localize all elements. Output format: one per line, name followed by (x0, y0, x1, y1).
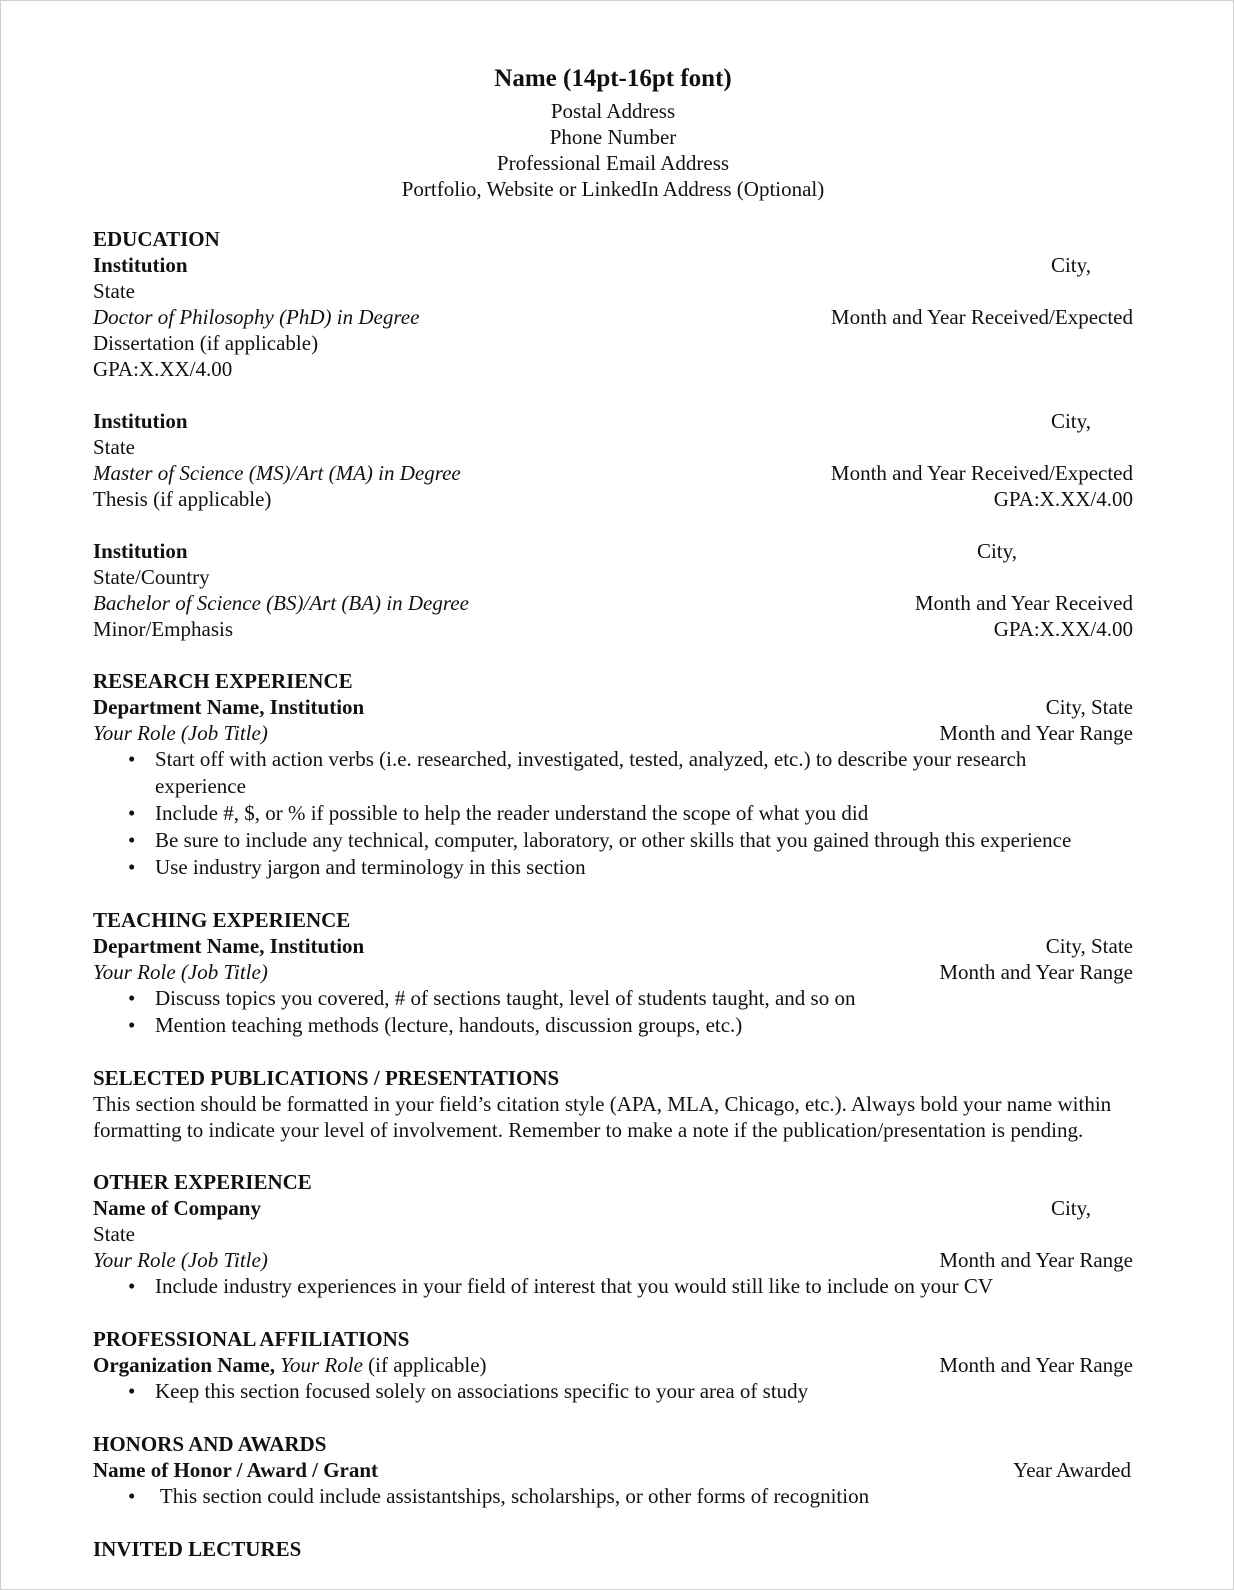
list-item: • Start off with action verbs (i.e. researched, investigated, tested, analyzed, etc.) to describe your research experience (155, 746, 1133, 800)
state: State (93, 435, 135, 459)
cv-document (93, 62, 1133, 1562)
section-title: TEACHING EXPERIENCE (93, 908, 351, 932)
bullet-list (93, 985, 1133, 1039)
role: Your Role (Job Title) (93, 721, 268, 745)
date-received: Month and Year Received/Expected (830, 305, 1133, 329)
gpa: GPA:X.XX/4.00 (93, 357, 233, 381)
bullet-list (93, 1378, 1133, 1405)
publications-text: This section should be formatted in your field’s citation style (APA, MLA, Chicago, etc.). Always bold your name within formatting to indicate your level of involvement. Remember to make a note if the publication/presentation is pending. (93, 1092, 1112, 1142)
list-item: • Discuss topics you covered, # of sections taught, level of students taught, and so on (155, 985, 1133, 1012)
research-section (93, 668, 1133, 881)
location: City, State (1045, 695, 1133, 719)
date-range: Month and Year Range (939, 960, 1133, 984)
city: City, (1050, 1196, 1091, 1220)
applicability-note: (if applicable) (368, 1353, 487, 1377)
list-item: • Include industry experiences in your field of interest that you would still like to include on your CV (155, 1273, 1133, 1300)
institution: Institution (93, 539, 188, 563)
date-received: Month and Year Received (914, 591, 1133, 615)
role: Your Role (280, 1353, 363, 1377)
role: Your Role (Job Title) (93, 1248, 268, 1272)
thesis: Thesis (if applicable) (93, 487, 272, 511)
degree: Master of Science (MS)/Art (MA) in Degree (93, 461, 461, 485)
email-address: Professional Email Address (496, 151, 730, 175)
honors-section (93, 1431, 1133, 1510)
affiliations-section (93, 1326, 1133, 1405)
state: State (93, 1222, 135, 1246)
bullet-list (93, 746, 1133, 881)
list-item: • Use industry jargon and terminology in this section (155, 854, 1133, 881)
year-awarded: Year Awarded (1013, 1458, 1131, 1482)
section-title: INVITED LECTURES (93, 1537, 302, 1561)
organization: Department Name, Institution (93, 934, 365, 958)
postal-address: Postal Address (550, 99, 676, 123)
gpa: GPA:X.XX/4.00 (993, 617, 1133, 641)
teaching-section (93, 907, 1133, 1039)
organization: Department Name, Institution (93, 695, 365, 719)
candidate-name: Name (14pt-16pt font) (494, 65, 732, 92)
education-section (93, 226, 1133, 642)
section-title: PROFESSIONAL AFFILIATIONS (93, 1327, 410, 1351)
list-item: • Be sure to include any technical, computer, laboratory, or other skills that you gained through this experience (155, 827, 1133, 854)
date-range: Month and Year Range (939, 1353, 1133, 1377)
list-item: • This section could include assistantships, scholarships, or other forms of recognition (155, 1483, 1133, 1510)
section-title: OTHER EXPERIENCE (93, 1170, 312, 1194)
state: State (93, 279, 135, 303)
publications-section (93, 1065, 1133, 1143)
institution: Institution (93, 409, 188, 433)
date-range: Month and Year Range (939, 1248, 1133, 1272)
education-entry (93, 538, 1133, 642)
city: City, (976, 539, 1017, 563)
section-title: HONORS AND AWARDS (93, 1432, 327, 1456)
honor-name: Name of Honor / Award / Grant (93, 1458, 379, 1482)
degree: Doctor of Philosophy (PhD) in Degree (93, 305, 420, 329)
bullet-list (93, 1273, 1133, 1300)
dissertation: Dissertation (if applicable) (93, 331, 319, 355)
state-country: State/Country (93, 565, 210, 589)
location: City, State (1045, 934, 1133, 958)
education-entry (93, 408, 1133, 512)
section-title: EDUCATION (93, 227, 220, 251)
city: City, (1050, 253, 1091, 277)
city: City, (1050, 409, 1091, 433)
education-entry (93, 252, 1133, 382)
date-range: Month and Year Range (939, 721, 1133, 745)
institution: Institution (93, 253, 188, 277)
section-title: RESEARCH EXPERIENCE (93, 669, 353, 693)
gpa: GPA:X.XX/4.00 (993, 487, 1133, 511)
lectures-section (93, 1536, 1133, 1562)
company: Name of Company (93, 1196, 261, 1220)
list-item: • Keep this section focused solely on associations specific to your area of study (155, 1378, 1133, 1405)
role: Your Role (Job Title) (93, 960, 268, 984)
list-item: • Include #, $, or % if possible to help the reader understand the scope of what you did (155, 800, 1133, 827)
organization: Organization Name, (93, 1353, 275, 1377)
section-title: SELECTED PUBLICATIONS / PRESENTATIONS (93, 1066, 560, 1090)
minor: Minor/Emphasis (93, 617, 233, 641)
other-experience-section (93, 1169, 1133, 1300)
phone-number: Phone Number (549, 125, 677, 149)
date-received: Month and Year Received/Expected (830, 461, 1133, 485)
cv-header (93, 62, 1133, 202)
affiliation-line (93, 1352, 487, 1378)
degree: Bachelor of Science (BS)/Art (BA) in Degree (93, 591, 469, 615)
bullet-list (93, 1483, 1133, 1510)
website-address: Portfolio, Website or LinkedIn Address (Optional) (401, 177, 825, 201)
list-item: • Mention teaching methods (lecture, handouts, discussion groups, etc.) (155, 1012, 1133, 1039)
